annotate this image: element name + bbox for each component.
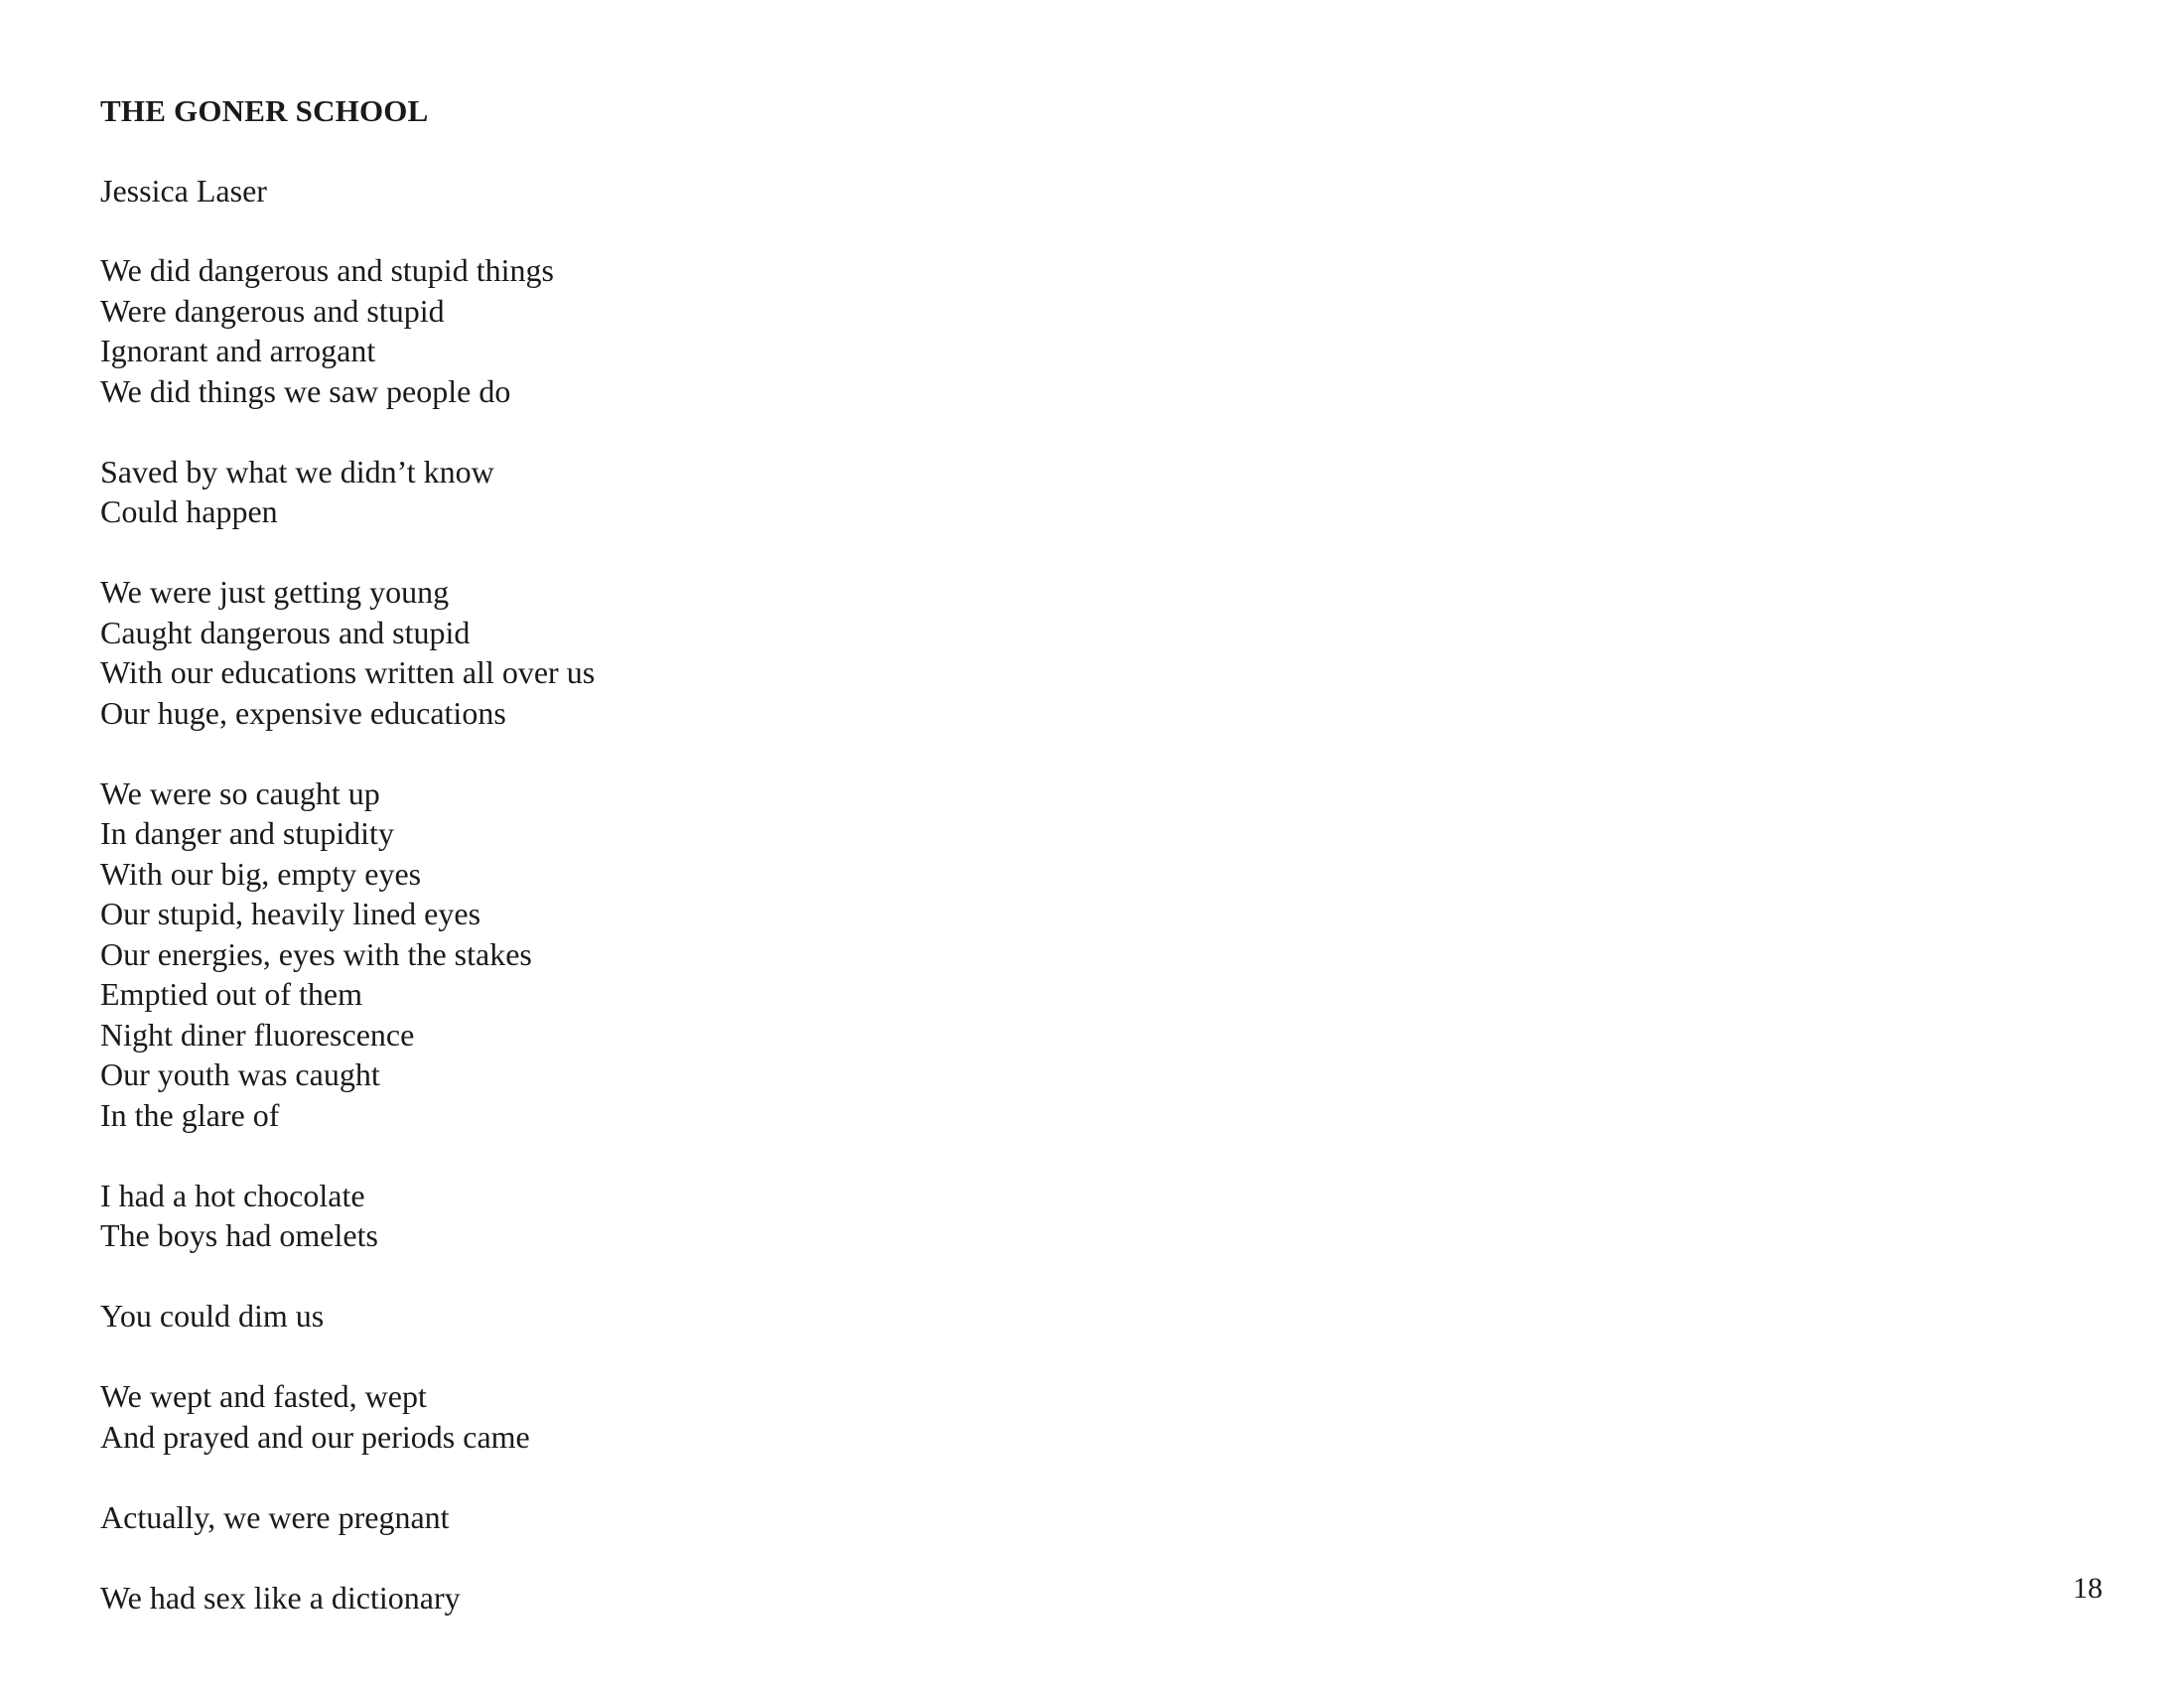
poem (100, 91, 1292, 1658)
poem-line: And prayed and our periods came (100, 1418, 530, 1455)
poem-author: Jessica Laser (100, 173, 267, 209)
stanza (100, 1296, 1292, 1336)
page-number: 18 (2073, 1572, 2103, 1605)
poem-body (100, 250, 1292, 1618)
poem-line: Could happen (100, 493, 278, 529)
poem-line: We did dangerous and stupid things (100, 252, 554, 288)
poem-line: We had sex like a dictionary (100, 1579, 461, 1616)
stanza (100, 1578, 1292, 1618)
stanza (100, 250, 1292, 411)
stanza (100, 572, 1292, 733)
stanza (100, 1176, 1292, 1256)
poem-line: With our big, empty eyes (100, 855, 422, 892)
poem-line: Our huge, expensive educations (100, 694, 506, 731)
stanza (100, 1497, 1292, 1538)
poem-line: The boys had omelets (100, 1217, 378, 1253)
poem-line: Actually, we were pregnant (100, 1498, 450, 1535)
poem-line: Our stupid, heavily lined eyes (100, 896, 481, 931)
poem-line: Our youth was caught (100, 1056, 380, 1092)
poem-line: We were so caught up (100, 774, 380, 811)
stanza (100, 1376, 1292, 1457)
poem-line: Saved by what we didn’t know (100, 453, 494, 490)
poem-line: Emptied out of them (100, 976, 362, 1012)
poem-line: Were dangerous and stupid (100, 292, 445, 329)
poem-line: We wept and fasted, wept (100, 1378, 427, 1414)
poem-line: We were just getting young (100, 574, 450, 610)
poem-line: Our energies, eyes with the stakes (100, 935, 532, 972)
poem-line: You could dim us (100, 1298, 325, 1334)
stanza (100, 774, 1292, 1136)
stanza (100, 452, 1292, 532)
poem-title: THE GONER SCHOOL (100, 93, 429, 128)
poem-line: I had a hot chocolate (100, 1177, 365, 1213)
poem-line: Ignorant and arrogant (100, 333, 376, 368)
poem-line: With our educations written all over us (100, 654, 596, 690)
poem-line: Caught dangerous and stupid (100, 614, 471, 650)
poem-line: In the glare of (100, 1096, 280, 1133)
poem-line: We did things we saw people do (100, 372, 511, 409)
poem-line: In danger and stupidity (100, 815, 394, 851)
poem-line: Night diner fluorescence (100, 1016, 415, 1053)
